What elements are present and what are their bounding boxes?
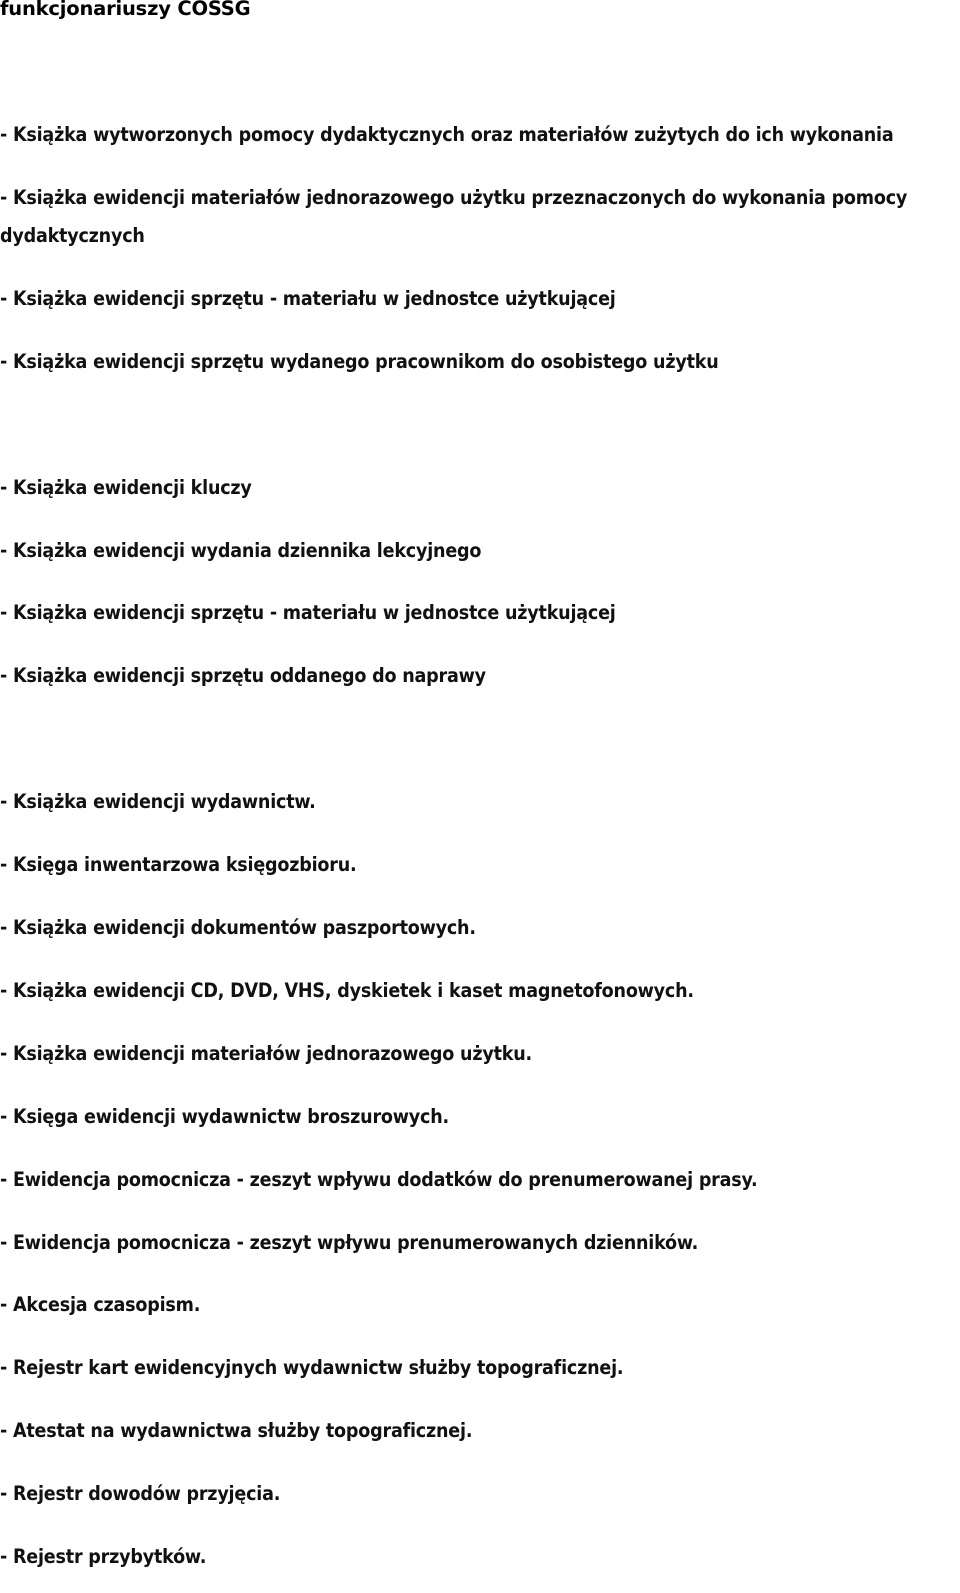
list-item: - Książka ewidencji materiałów jednorazowego użytku przeznaczonych do wykonania pomocy [0,186,908,209]
list-item: - Książka ewidencji dokumentów paszportowych. [0,916,476,939]
list-item: - Rejestr dowodów przyjęcia. [0,1482,281,1505]
list-item: - Książka ewidencji kluczy [0,476,252,499]
page-heading: funkcjonariuszy COSSG [0,0,251,20]
list-item: - Książka wytworzonych pomocy dydaktycznych oraz materiałów zużytych do ich wykonania [0,123,894,146]
list-item: - Księga inwentarzowa księgozbioru. [0,853,357,876]
list-item: - Książka ewidencji wydawnictw. [0,790,316,813]
list-item: - Książka ewidencji sprzętu - materiału w jednostce użytkującej [0,287,616,310]
list-item: - Rejestr przybytków. [0,1545,207,1568]
list-item-continuation: dydaktycznych [0,224,145,247]
list-item: - Rejestr kart ewidencyjnych wydawnictw służby topograficznej. [0,1356,624,1379]
list-item: - Książka ewidencji sprzętu - materiału w jednostce użytkującej [0,601,616,624]
list-item: - Książka ewidencji materiałów jednorazowego użytku. [0,1042,532,1065]
list-item: - Książka ewidencji sprzętu oddanego do naprawy [0,664,486,687]
list-item: - Ewidencja pomocnicza - zeszyt wpływu dodatków do prenumerowanej prasy. [0,1168,758,1191]
list-item: - Książka ewidencji sprzętu wydanego pracownikom do osobistego użytku [0,350,719,373]
list-item: - Atestat na wydawnictwa służby topograficznej. [0,1419,473,1442]
list-item: - Książka ewidencji CD, DVD, VHS, dyskietek i kaset magnetofonowych. [0,979,694,1002]
list-item: - Akcesja czasopism. [0,1293,201,1316]
list-item: - Ewidencja pomocnicza - zeszyt wpływu prenumerowanych dzienników. [0,1231,699,1254]
list-item: - Księga ewidencji wydawnictw broszurowych. [0,1105,449,1128]
list-item: - Książka ewidencji wydania dziennika lekcyjnego [0,539,482,562]
